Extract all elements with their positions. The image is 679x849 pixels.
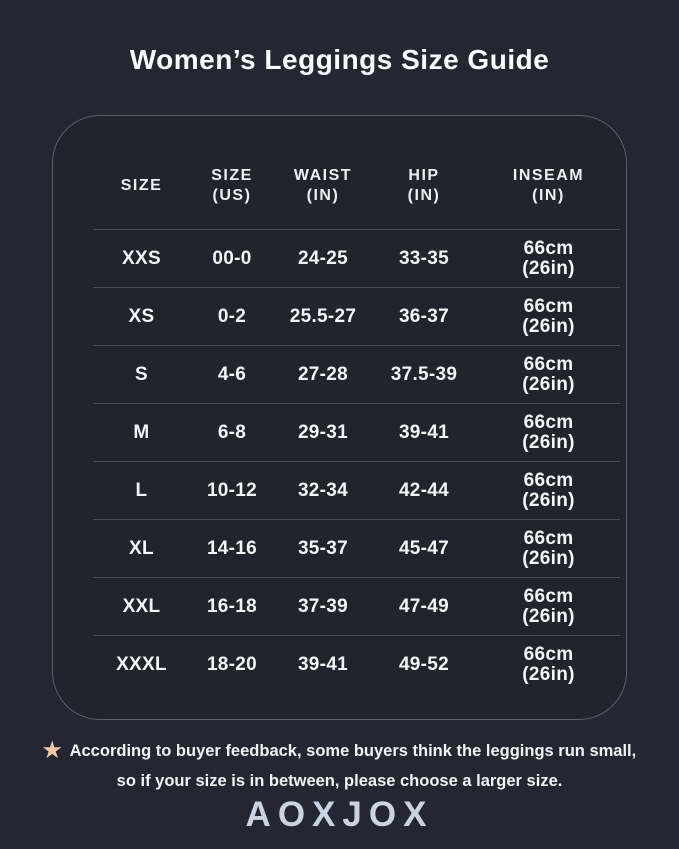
inseam-cm: 66cm <box>523 643 574 665</box>
table-row-xxs <box>93 229 620 287</box>
cell-waist: 29-31 <box>297 421 349 443</box>
inseam-in: (26in) <box>522 663 575 685</box>
cell-size: M <box>133 421 150 443</box>
cell-inseam <box>522 239 574 279</box>
inseam-in: (26in) <box>522 547 575 569</box>
cell-size-us: 18-20 <box>206 653 258 675</box>
cell-size: XL <box>129 537 154 559</box>
column-header-size-us <box>211 166 253 204</box>
cell-size: XS <box>128 305 155 327</box>
cell-hip: 36-37 <box>398 305 450 327</box>
table-row-xxxl <box>93 635 620 693</box>
inseam-in: (26in) <box>522 431 575 453</box>
column-header-unit: (IN) <box>407 186 441 204</box>
inseam-cm: 66cm <box>523 237 574 259</box>
cell-waist: 39-41 <box>297 653 349 675</box>
cell-size-us: 16-18 <box>206 595 258 617</box>
cell-hip: 45-47 <box>398 537 450 559</box>
column-header-unit: (US) <box>212 186 252 204</box>
inseam-cm: 66cm <box>523 527 574 549</box>
cell-size: XXS <box>122 247 161 269</box>
star-icon: ★ <box>42 739 62 762</box>
column-header-unit: (IN) <box>532 186 565 204</box>
column-header-inseam <box>513 166 584 204</box>
cell-hip: 49-52 <box>398 653 450 675</box>
cell-inseam <box>522 587 574 627</box>
inseam-in: (26in) <box>522 257 575 279</box>
cell-waist: 32-34 <box>297 479 349 501</box>
column-header-label: SIZE <box>120 176 163 194</box>
cell-inseam <box>522 355 574 395</box>
table-row-xl <box>93 519 620 577</box>
brand-logo: AOXJOX <box>245 795 434 834</box>
inseam-in: (26in) <box>522 489 575 511</box>
cell-inseam <box>522 529 574 569</box>
cell-size-us: 6-8 <box>217 421 247 443</box>
cell-size-us: 4-6 <box>217 363 247 385</box>
cell-waist: 35-37 <box>297 537 349 559</box>
table-row-m <box>93 403 620 461</box>
inseam-in: (26in) <box>522 605 575 627</box>
inseam-in: (26in) <box>522 315 575 337</box>
column-header-label: HIP <box>408 167 440 185</box>
table-row-xxl <box>93 577 620 635</box>
column-header-waist <box>294 166 352 204</box>
column-header-label: WAIST <box>293 167 353 185</box>
cell-size: S <box>135 363 148 385</box>
column-header-size <box>121 176 163 195</box>
cell-inseam <box>522 471 574 511</box>
cell-size: L <box>135 479 148 501</box>
column-header-label: INSEAM <box>512 167 585 185</box>
cell-hip: 39-41 <box>398 421 450 443</box>
cell-waist: 24-25 <box>297 247 349 269</box>
cell-hip: 47-49 <box>398 595 450 617</box>
table-header-row <box>93 116 620 229</box>
fit-note-text: According to buyer feedback, some buyers think the leggings run small, so if your size is in between, please choose a larger size. <box>69 742 637 791</box>
fit-note <box>0 734 679 795</box>
cell-size-us: 00-0 <box>212 247 252 269</box>
cell-inseam <box>522 413 574 453</box>
size-table-panel <box>52 115 627 720</box>
inseam-cm: 66cm <box>523 353 574 375</box>
page-title: Women’s Leggings Size Guide <box>129 44 550 75</box>
cell-hip: 33-35 <box>398 247 450 269</box>
column-header-hip <box>408 166 441 204</box>
cell-size: XXXL <box>116 653 167 675</box>
inseam-cm: 66cm <box>523 469 574 491</box>
cell-size-us: 10-12 <box>206 479 258 501</box>
cell-inseam <box>522 645 574 685</box>
cell-hip: 42-44 <box>398 479 450 501</box>
cell-waist: 27-28 <box>297 363 349 385</box>
cell-inseam <box>522 297 574 337</box>
cell-size-us: 0-2 <box>217 305 247 327</box>
cell-hip: 37.5-39 <box>390 363 458 385</box>
column-header-label: SIZE <box>211 167 253 185</box>
cell-size: XXL <box>122 595 161 617</box>
cell-size-us: 14-16 <box>206 537 258 559</box>
column-header-unit: (IN) <box>306 186 340 204</box>
inseam-cm: 66cm <box>523 585 574 607</box>
inseam-cm: 66cm <box>523 411 574 433</box>
cell-waist: 25.5-27 <box>289 305 357 327</box>
table-row-l <box>93 461 620 519</box>
inseam-in: (26in) <box>522 373 575 395</box>
inseam-cm: 66cm <box>523 295 574 317</box>
table-row-s <box>93 345 620 403</box>
cell-waist: 37-39 <box>297 595 349 617</box>
table-row-xs <box>93 287 620 345</box>
fit-note-text-block <box>40 734 640 795</box>
